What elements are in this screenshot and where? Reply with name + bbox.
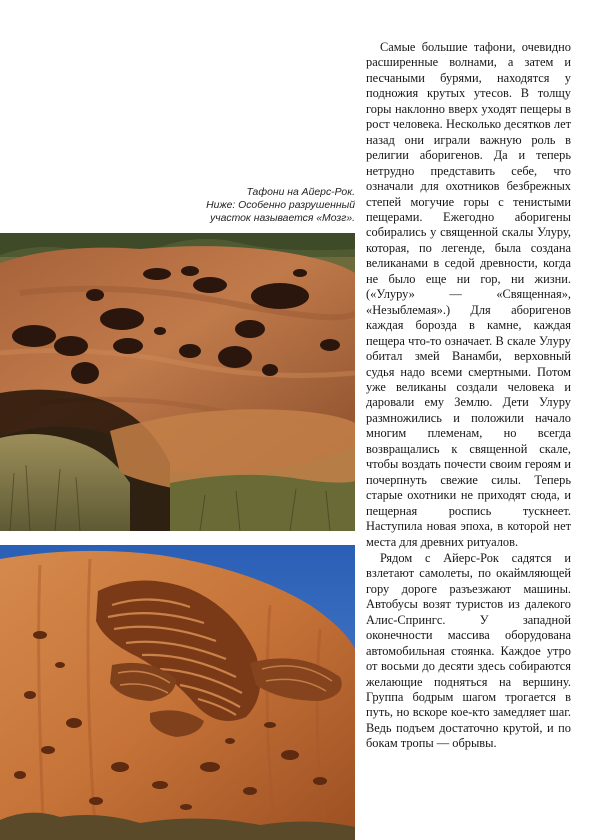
caption-line-2: Ниже: Особенно разрушенный [206, 200, 355, 211]
article-text [366, 40, 571, 752]
brain-formation-photo [0, 545, 355, 840]
paragraph-tafoni-legend: Самые большие тафони, очевидно расширенные волнами, а затем и песчаными бурями, находятся у подножия крутых утесов. В толщу горы наклонно вверх уходят пещеры в рост человека. Несколько десятков лет назад они играли важную роль в религии аборигенов. Да и теперь нетрудно представить себе, что означали для охотников безбрежных степей могучие горы с тенистыми пещерами. Ежегодно аборигены собирались у священной скалы Улуру, которая, по легенде, была создана великанами в седой древности, когда не было еще ни гор, ни жизни. («Улуру» — «Священная», «Незыблемая».) Для аборигенов каждая борозда в камне, каждая пещера что-то означает. В скале Улуру обитал змей Ванамби, верховный судья надо всеми смертными. Потом уже великаны создали человека и даровали ему Землю. Дети Улуру размножились и положили начало многим племенам, но всегда возвращались к священной скале, чтобы воздать почести своим героям и почерпнуть свежие силы. Теперь старые охотники не приходят сюда, и пещерная роспись тускнеет. Наступила новая эпоха, в которой нет места для древних ритуалов. [366, 40, 571, 549]
paragraph-tourists: Рядом с Айерс-Рок садятся и взлетают самолеты, по окаймляющей гору дороге разъезжают машины. Автобусы возят туристов из далекого Алис-Спрингс. У западной оконечности массива оборудована автомобильная стоянка. Каждое утро от восьми до десяти здесь собираются желающие подняться на вершину. Группа бодрым шагом трогается в путь, но вскоре кое-кто замедляет шаг. Ведь подъем достаточно крутой, и по бокам тропы — обрывы. [366, 550, 571, 751]
tafoni-photo [0, 233, 355, 531]
photo-caption [150, 186, 355, 225]
caption-line-1: Тафони на Айерс-Рок. [246, 187, 355, 198]
caption-line-3: участок называется «Мозг». [210, 213, 355, 224]
